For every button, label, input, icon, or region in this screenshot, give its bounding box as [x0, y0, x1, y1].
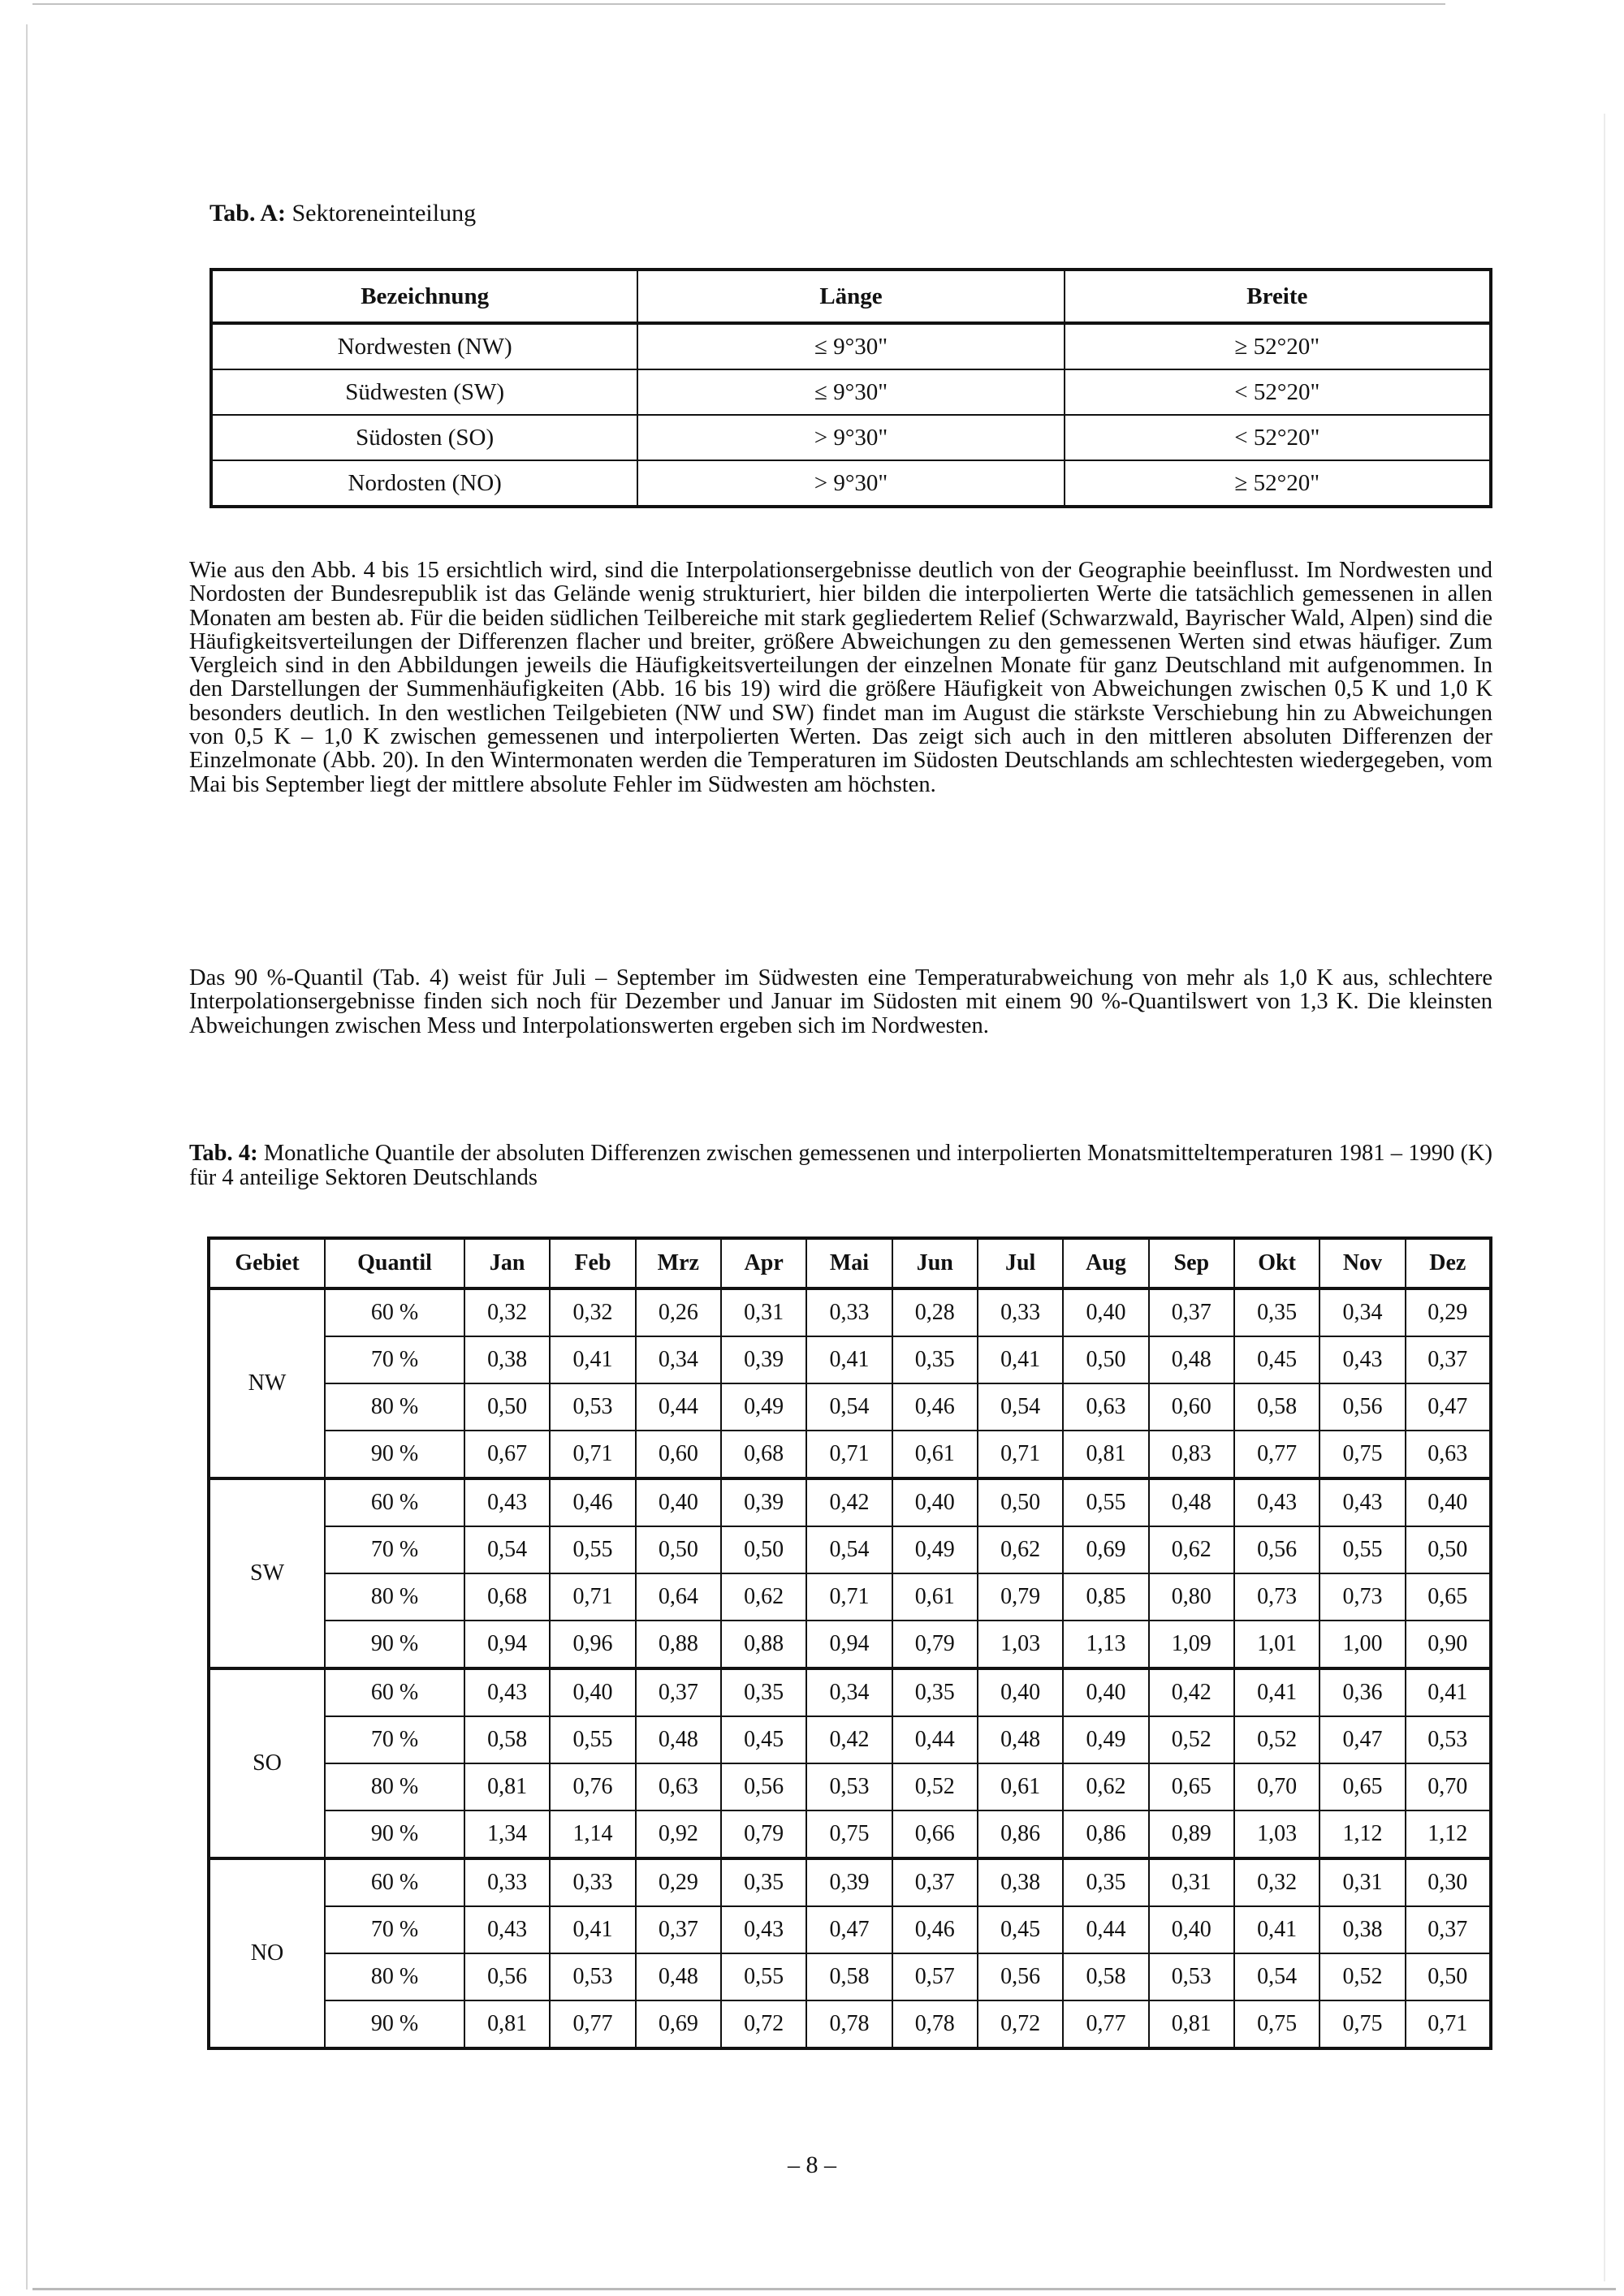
value-cell: 1,13: [1063, 1621, 1148, 1668]
table-4-title: Monatliche Quantile der absoluten Differenzen zwischen gemessenen und interpolierten Monatsmitteltemperaturen 1981 – 1990 (K) für 4 anteilige Sektoren Deutschlands: [189, 1141, 1493, 1190]
value-cell: 0,33: [978, 1288, 1063, 1336]
value-cell: 0,77: [550, 2000, 635, 2048]
cell-bezeichnung: Südosten (SO): [211, 415, 637, 460]
cell-laenge: > 9°30": [637, 460, 1064, 507]
table-row: [209, 1431, 1491, 1478]
value-cell: 0,62: [721, 1573, 806, 1621]
value-cell: 0,68: [721, 1431, 806, 1478]
value-cell: 0,43: [1320, 1336, 1405, 1383]
value-cell: 1,01: [1234, 1621, 1320, 1668]
value-cell: 0,80: [1149, 1573, 1234, 1621]
value-cell: 0,85: [1063, 1573, 1148, 1621]
quantile-cell: 60 %: [325, 1288, 464, 1336]
region-cell: NW: [209, 1288, 325, 1478]
cell-breite: < 52°20": [1065, 415, 1491, 460]
value-cell: 0,52: [1234, 1716, 1320, 1763]
value-cell: 1,00: [1320, 1621, 1405, 1668]
value-cell: 0,33: [806, 1288, 892, 1336]
value-cell: 0,96: [550, 1621, 635, 1668]
value-cell: 0,61: [978, 1763, 1063, 1810]
value-cell: 0,75: [1320, 2000, 1405, 2048]
table-row: [209, 1953, 1491, 2000]
value-cell: 0,75: [806, 1810, 892, 1858]
value-cell: 0,39: [721, 1336, 806, 1383]
value-cell: 0,32: [550, 1288, 635, 1336]
table-row: [211, 323, 1491, 369]
value-cell: 0,41: [550, 1336, 635, 1383]
value-cell: 0,73: [1234, 1573, 1320, 1621]
value-cell: 0,53: [550, 1953, 635, 2000]
value-cell: 0,54: [806, 1526, 892, 1573]
value-cell: 0,37: [1406, 1336, 1491, 1383]
value-cell: 0,33: [464, 1858, 550, 1906]
value-cell: 0,37: [1149, 1288, 1234, 1336]
value-cell: 0,36: [1320, 1668, 1405, 1716]
value-cell: 0,71: [550, 1431, 635, 1478]
col-header-quantil: Quantil: [325, 1238, 464, 1288]
value-cell: 0,77: [1234, 1431, 1320, 1478]
value-cell: 0,43: [464, 1668, 550, 1716]
col-header-aug: Aug: [1063, 1238, 1148, 1288]
value-cell: 0,31: [1320, 1858, 1405, 1906]
value-cell: 1,14: [550, 1810, 635, 1858]
value-cell: 0,33: [550, 1858, 635, 1906]
value-cell: 0,49: [1063, 1716, 1148, 1763]
body-paragraph-2: Das 90 %-Quantil (Tab. 4) weist für Juli – September im Südwesten eine Temperaturabweichung von mehr als 1,0 K aus, schlechtere Interpolationsergebnisse finden sich noch für Dezember und Januar im Südosten mit einem 90 %-Quantilswert von 1,3 K. Die kleinsten Abweichungen zwischen Mess und Interpolationswerten ergeben sich im Nordwesten.: [189, 965, 1492, 1038]
value-cell: 0,70: [1234, 1763, 1320, 1810]
value-cell: 0,56: [978, 1953, 1063, 2000]
cell-breite: ≥ 52°20": [1065, 323, 1491, 369]
value-cell: 0,43: [1234, 1478, 1320, 1526]
value-cell: 0,29: [1406, 1288, 1491, 1336]
table-row: [209, 1288, 1491, 1336]
value-cell: 0,41: [806, 1336, 892, 1383]
value-cell: 0,34: [1320, 1288, 1405, 1336]
table-header-row: [211, 270, 1491, 323]
value-cell: 0,47: [1406, 1383, 1491, 1431]
value-cell: 0,40: [636, 1478, 721, 1526]
value-cell: 0,46: [892, 1383, 978, 1431]
region-cell: NO: [209, 1858, 325, 2048]
value-cell: 0,37: [636, 1906, 721, 1953]
value-cell: 1,12: [1406, 1810, 1491, 1858]
value-cell: 0,88: [721, 1621, 806, 1668]
value-cell: 0,40: [1406, 1478, 1491, 1526]
value-cell: 0,71: [1406, 2000, 1491, 2048]
value-cell: 0,72: [721, 2000, 806, 2048]
col-header-gebiet: Gebiet: [209, 1238, 325, 1288]
col-header-laenge: Länge: [637, 270, 1064, 323]
table-row: [211, 415, 1491, 460]
value-cell: 0,35: [721, 1858, 806, 1906]
value-cell: 0,71: [978, 1431, 1063, 1478]
value-cell: 0,56: [1234, 1526, 1320, 1573]
value-cell: 0,42: [1149, 1668, 1234, 1716]
value-cell: 0,50: [721, 1526, 806, 1573]
col-header-jul: Jul: [978, 1238, 1063, 1288]
cell-breite: ≥ 52°20": [1065, 460, 1491, 507]
value-cell: 0,56: [1320, 1383, 1405, 1431]
region-cell: SO: [209, 1668, 325, 1858]
quantile-cell: 60 %: [325, 1478, 464, 1526]
table-row: [209, 1858, 1491, 1906]
value-cell: 0,44: [892, 1716, 978, 1763]
value-cell: 0,28: [892, 1288, 978, 1336]
value-cell: 0,70: [1406, 1763, 1491, 1810]
table-row: [209, 1383, 1491, 1431]
value-cell: 0,86: [1063, 1810, 1148, 1858]
value-cell: 0,75: [1320, 1431, 1405, 1478]
value-cell: 0,41: [978, 1336, 1063, 1383]
table-row: [209, 2000, 1491, 2048]
cell-laenge: > 9°30": [637, 415, 1064, 460]
table-row: [209, 1573, 1491, 1621]
table-header-row: [209, 1238, 1491, 1288]
quantile-table: [207, 1236, 1492, 2050]
cell-breite: < 52°20": [1065, 369, 1491, 415]
cell-bezeichnung: Nordosten (NO): [211, 460, 637, 507]
value-cell: 0,38: [464, 1336, 550, 1383]
value-cell: 0,65: [1406, 1573, 1491, 1621]
value-cell: 0,48: [1149, 1336, 1234, 1383]
value-cell: 0,63: [636, 1763, 721, 1810]
value-cell: 0,44: [636, 1383, 721, 1431]
value-cell: 0,53: [806, 1763, 892, 1810]
value-cell: 0,90: [1406, 1621, 1491, 1668]
table-a-label: Tab. A:: [209, 200, 286, 227]
value-cell: 0,79: [978, 1573, 1063, 1621]
value-cell: 0,39: [806, 1858, 892, 1906]
value-cell: 0,94: [806, 1621, 892, 1668]
value-cell: 1,12: [1320, 1810, 1405, 1858]
value-cell: 0,55: [550, 1716, 635, 1763]
value-cell: 1,03: [1234, 1810, 1320, 1858]
value-cell: 0,41: [1234, 1668, 1320, 1716]
value-cell: 0,44: [1063, 1906, 1148, 1953]
value-cell: 0,69: [1063, 1526, 1148, 1573]
table-row: [209, 1621, 1491, 1668]
value-cell: 0,35: [892, 1336, 978, 1383]
value-cell: 0,62: [1063, 1763, 1148, 1810]
value-cell: 0,55: [721, 1953, 806, 2000]
sector-table: [209, 268, 1492, 508]
value-cell: 0,39: [721, 1478, 806, 1526]
quantile-cell: 60 %: [325, 1858, 464, 1906]
value-cell: 0,37: [1406, 1906, 1491, 1953]
value-cell: 0,37: [892, 1858, 978, 1906]
col-header-sep: Sep: [1149, 1238, 1234, 1288]
value-cell: 0,35: [1063, 1858, 1148, 1906]
value-cell: 0,69: [636, 2000, 721, 2048]
col-header-mrz: Mrz: [636, 1238, 721, 1288]
value-cell: 0,42: [806, 1478, 892, 1526]
value-cell: 0,77: [1063, 2000, 1148, 2048]
value-cell: 0,61: [892, 1573, 978, 1621]
value-cell: 0,64: [636, 1573, 721, 1621]
value-cell: 0,54: [806, 1383, 892, 1431]
table-row: [209, 1478, 1491, 1526]
quantile-cell: 90 %: [325, 1810, 464, 1858]
value-cell: 0,67: [464, 1431, 550, 1478]
quantile-cell: 80 %: [325, 1573, 464, 1621]
value-cell: 0,60: [636, 1431, 721, 1478]
value-cell: 0,45: [721, 1716, 806, 1763]
col-header-breite: Breite: [1065, 270, 1491, 323]
value-cell: 0,72: [978, 2000, 1063, 2048]
value-cell: 0,34: [806, 1668, 892, 1716]
value-cell: 0,71: [806, 1573, 892, 1621]
table-row: [209, 1716, 1491, 1763]
value-cell: 0,57: [892, 1953, 978, 2000]
value-cell: 0,40: [978, 1668, 1063, 1716]
scan-edge-bottom: [32, 2288, 1616, 2290]
col-header-jun: Jun: [892, 1238, 978, 1288]
table-a-caption: [209, 200, 476, 227]
value-cell: 0,54: [1234, 1953, 1320, 2000]
value-cell: 0,48: [636, 1716, 721, 1763]
body-paragraph-1: Wie aus den Abb. 4 bis 15 ersichtlich wird, sind die Interpolationsergebnisse deutlich von der Geographie beeinflusst. Im Nordwesten und Nordosten der Bundesrepublik ist das Gelände wenig strukturiert, hier bilden die interpolierten Werte die tatsächlich gemessenen in allen Monaten am besten ab. Für die beiden südlichen Teilbereiche mit stark gegliedertem Relief (Schwarzwald, Bayrischer Wald, Alpen) sind die Häufigkeitsverteilungen der Differenzen flacher und breiter, größere Abweichungen zu den gemessenen Werten sind etwas häufiger. Zum Vergleich sind in den Abbildungen jeweils die Häufigkeitsverteilungen der einzelnen Monate für ganz Deutschland mit aufgenommen. In den Darstellungen der Summenhäufigkeiten (Abb. 16 bis 19) wird die größere Häufigkeit von Abweichungen zwischen 0,5 K und 1,0 K besonders deutlich. In den westlichen Teilgebieten (NW und SW) findet man im August die stärkste Verschiebung hin zu Abweichungen von 0,5 K – 1,0 K zwischen gemessenen und interpolierten Werten. Das zeigt sich auch in den mittleren absoluten Differenzen der Einzelmonate (Abb. 20). In den Wintermonaten werden die Temperaturen im Südosten Deutschlands am schlechtesten wiedergegeben, vom Mai bis September liegt der mittlere absolute Fehler im Südwesten am höchsten.: [189, 558, 1492, 797]
col-header-apr: Apr: [721, 1238, 806, 1288]
value-cell: 0,37: [636, 1668, 721, 1716]
value-cell: 1,03: [978, 1621, 1063, 1668]
value-cell: 0,58: [1234, 1383, 1320, 1431]
value-cell: 0,55: [1320, 1526, 1405, 1573]
value-cell: 0,63: [1063, 1383, 1148, 1431]
value-cell: 0,42: [806, 1716, 892, 1763]
table-row: [209, 1526, 1491, 1573]
value-cell: 0,68: [464, 1573, 550, 1621]
value-cell: 0,43: [464, 1478, 550, 1526]
value-cell: 0,65: [1149, 1763, 1234, 1810]
value-cell: 0,46: [550, 1478, 635, 1526]
value-cell: 0,81: [464, 2000, 550, 2048]
col-header-dez: Dez: [1406, 1238, 1491, 1288]
quantile-cell: 90 %: [325, 1431, 464, 1478]
table-row: [209, 1906, 1491, 1953]
value-cell: 0,35: [1234, 1288, 1320, 1336]
value-cell: 0,66: [892, 1810, 978, 1858]
value-cell: 0,31: [721, 1288, 806, 1336]
value-cell: 0,55: [550, 1526, 635, 1573]
table-row: [209, 1763, 1491, 1810]
value-cell: 0,76: [550, 1763, 635, 1810]
quantile-cell: 70 %: [325, 1336, 464, 1383]
value-cell: 0,29: [636, 1858, 721, 1906]
table-row: [211, 460, 1491, 507]
quantile-cell: 70 %: [325, 1526, 464, 1573]
value-cell: 0,40: [1063, 1668, 1148, 1716]
col-header-mai: Mai: [806, 1238, 892, 1288]
table-a-title: Sektoreneinteilung: [292, 200, 477, 227]
cell-laenge: ≤ 9°30": [637, 369, 1064, 415]
value-cell: 0,43: [1320, 1478, 1405, 1526]
table-row: [209, 1668, 1491, 1716]
value-cell: 0,92: [636, 1810, 721, 1858]
value-cell: 0,48: [636, 1953, 721, 2000]
value-cell: 0,86: [978, 1810, 1063, 1858]
value-cell: 0,89: [1149, 1810, 1234, 1858]
page-number: – 8 –: [788, 2151, 836, 2178]
value-cell: 0,81: [1063, 1431, 1148, 1478]
value-cell: 0,49: [892, 1526, 978, 1573]
scan-edge-top: [32, 3, 1445, 5]
value-cell: 0,34: [636, 1336, 721, 1383]
value-cell: 0,79: [892, 1621, 978, 1668]
value-cell: 0,43: [464, 1906, 550, 1953]
value-cell: 0,88: [636, 1621, 721, 1668]
value-cell: 0,50: [978, 1478, 1063, 1526]
value-cell: 0,71: [806, 1431, 892, 1478]
value-cell: 0,52: [1149, 1716, 1234, 1763]
quantile-cell: 60 %: [325, 1668, 464, 1716]
value-cell: 0,38: [1320, 1906, 1405, 1953]
value-cell: 0,41: [1406, 1668, 1491, 1716]
table-row: [211, 369, 1491, 415]
value-cell: 0,49: [721, 1383, 806, 1431]
value-cell: 0,53: [1149, 1953, 1234, 2000]
value-cell: 0,81: [1149, 2000, 1234, 2048]
value-cell: 0,41: [1234, 1906, 1320, 1953]
cell-bezeichnung: Nordwesten (NW): [211, 323, 637, 369]
value-cell: 0,31: [1149, 1858, 1234, 1906]
value-cell: 0,50: [1406, 1526, 1491, 1573]
table-row: [209, 1336, 1491, 1383]
scan-edge-right: [1604, 114, 1605, 2281]
quantile-cell: 90 %: [325, 2000, 464, 2048]
value-cell: 0,46: [892, 1906, 978, 1953]
value-cell: 0,79: [721, 1810, 806, 1858]
quantile-cell: 80 %: [325, 1953, 464, 2000]
value-cell: 0,47: [1320, 1716, 1405, 1763]
value-cell: 0,41: [550, 1906, 635, 1953]
value-cell: 0,78: [892, 2000, 978, 2048]
value-cell: 0,52: [1320, 1953, 1405, 2000]
value-cell: 0,78: [806, 2000, 892, 2048]
value-cell: 0,50: [464, 1383, 550, 1431]
value-cell: 0,62: [1149, 1526, 1234, 1573]
value-cell: 0,56: [721, 1763, 806, 1810]
value-cell: 0,30: [1406, 1858, 1491, 1906]
value-cell: 0,50: [1406, 1953, 1491, 2000]
table-4-caption: [189, 1142, 1492, 1190]
value-cell: 0,45: [1234, 1336, 1320, 1383]
value-cell: 0,65: [1320, 1763, 1405, 1810]
value-cell: 0,54: [464, 1526, 550, 1573]
value-cell: 0,94: [464, 1621, 550, 1668]
value-cell: 0,71: [550, 1573, 635, 1621]
value-cell: 0,81: [464, 1763, 550, 1810]
value-cell: 0,58: [806, 1953, 892, 2000]
value-cell: 0,48: [978, 1716, 1063, 1763]
value-cell: 0,35: [721, 1668, 806, 1716]
value-cell: 0,32: [464, 1288, 550, 1336]
quantile-cell: 70 %: [325, 1716, 464, 1763]
value-cell: 1,34: [464, 1810, 550, 1858]
value-cell: 0,50: [1063, 1336, 1148, 1383]
table-row: [209, 1810, 1491, 1858]
value-cell: 0,26: [636, 1288, 721, 1336]
value-cell: 0,50: [636, 1526, 721, 1573]
value-cell: 0,40: [892, 1478, 978, 1526]
col-header-okt: Okt: [1234, 1238, 1320, 1288]
value-cell: 0,53: [550, 1383, 635, 1431]
quantile-cell: 80 %: [325, 1763, 464, 1810]
value-cell: 1,09: [1149, 1621, 1234, 1668]
quantile-cell: 70 %: [325, 1906, 464, 1953]
scan-edge-left: [26, 24, 28, 2290]
col-header-jan: Jan: [464, 1238, 550, 1288]
value-cell: 0,73: [1320, 1573, 1405, 1621]
value-cell: 0,45: [978, 1906, 1063, 1953]
value-cell: 0,52: [892, 1763, 978, 1810]
cell-laenge: ≤ 9°30": [637, 323, 1064, 369]
value-cell: 0,63: [1406, 1431, 1491, 1478]
cell-bezeichnung: Südwesten (SW): [211, 369, 637, 415]
region-cell: SW: [209, 1478, 325, 1668]
col-header-bezeichnung: Bezeichnung: [211, 270, 637, 323]
value-cell: 0,43: [721, 1906, 806, 1953]
value-cell: 0,56: [464, 1953, 550, 2000]
value-cell: 0,75: [1234, 2000, 1320, 2048]
value-cell: 0,54: [978, 1383, 1063, 1431]
value-cell: 0,60: [1149, 1383, 1234, 1431]
table-4-label: Tab. 4:: [189, 1141, 258, 1166]
value-cell: 0,40: [550, 1668, 635, 1716]
value-cell: 0,40: [1063, 1288, 1148, 1336]
value-cell: 0,58: [464, 1716, 550, 1763]
value-cell: 0,55: [1063, 1478, 1148, 1526]
value-cell: 0,38: [978, 1858, 1063, 1906]
value-cell: 0,83: [1149, 1431, 1234, 1478]
value-cell: 0,48: [1149, 1478, 1234, 1526]
value-cell: 0,62: [978, 1526, 1063, 1573]
value-cell: 0,32: [1234, 1858, 1320, 1906]
col-header-nov: Nov: [1320, 1238, 1405, 1288]
value-cell: 0,47: [806, 1906, 892, 1953]
col-header-feb: Feb: [550, 1238, 635, 1288]
value-cell: 0,35: [892, 1668, 978, 1716]
value-cell: 0,53: [1406, 1716, 1491, 1763]
value-cell: 0,61: [892, 1431, 978, 1478]
quantile-cell: 90 %: [325, 1621, 464, 1668]
quantile-cell: 80 %: [325, 1383, 464, 1431]
value-cell: 0,40: [1149, 1906, 1234, 1953]
value-cell: 0,58: [1063, 1953, 1148, 2000]
